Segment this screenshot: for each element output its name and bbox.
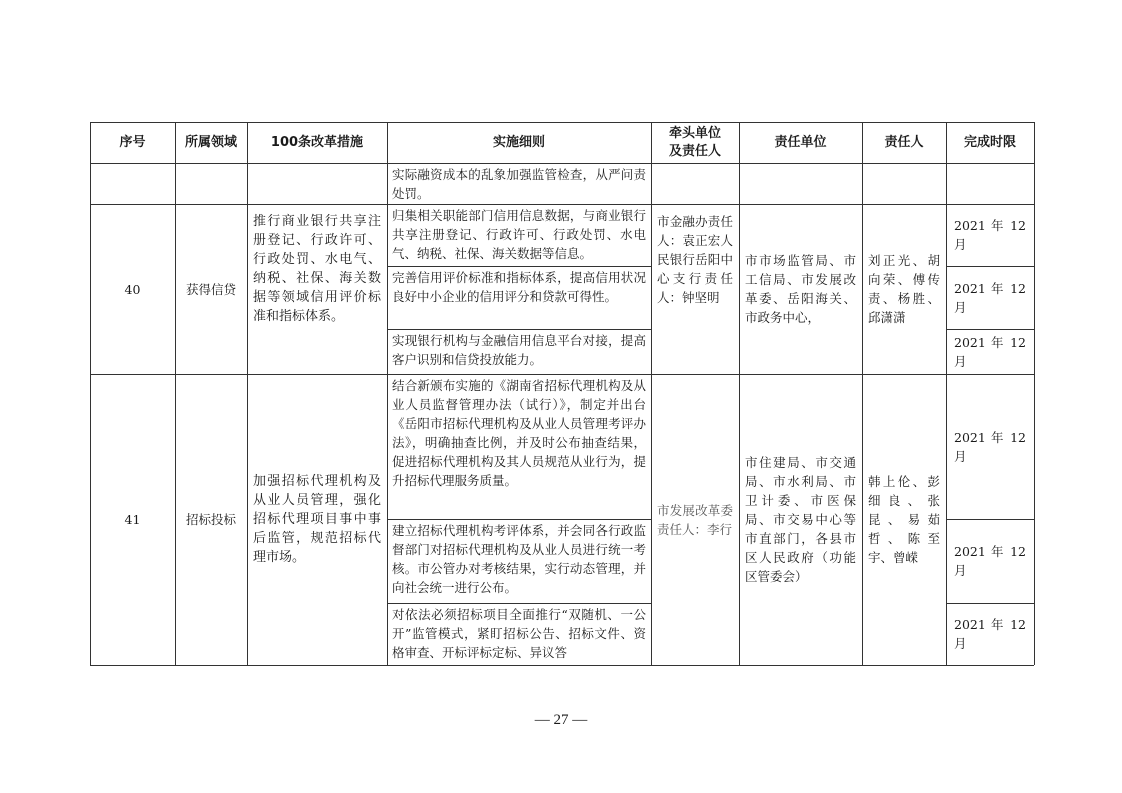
row-number: 41 — [124, 512, 141, 527]
row-lead-unit: 市金融办责任人：袁正宏人民银行岳阳中心支行责任人：钟坚明 — [657, 214, 733, 305]
row-field: 获得信贷 — [185, 281, 236, 297]
row-measure: 推行商业银行共享注册登记、行政许可、行政处罚、水电气、纳税、社保、海关数据等领域信用评价标准和指标体系。 — [253, 214, 381, 324]
page-number: — 27 — — [534, 712, 588, 728]
header-field: 所属领域 — [184, 134, 237, 150]
row-number: 40 — [124, 281, 141, 297]
header-deadline: 完成时限 — [963, 134, 1016, 150]
row-deadline: 2021 年 12 月 — [954, 334, 1026, 369]
table-right-border — [1034, 122, 1035, 665]
row-persons: 刘正光、胡向荣、傅传责、杨胜、邱潇潇 — [868, 253, 940, 325]
row-deadline: 2021 年 12 月 — [954, 429, 1026, 464]
row-deadline: 2021 年 12 月 — [954, 617, 1026, 651]
row-deadline: 2021 年 12 月 — [954, 218, 1026, 252]
header-persons: 责任人 — [884, 134, 924, 150]
row-detail: 对依法必须招标项目全面推行“双随机、一公开”监管模式，紧盯招标公告、招标文件、资格审查、开标评标定标、异议答 — [392, 607, 646, 660]
row-detail: 实现银行机构与金融信用信息平台对接，提高客户识别和信贷投放能力。 — [392, 333, 646, 367]
header-lead-unit: 牵头单位及责任人 — [668, 125, 721, 159]
table-bottom-border — [90, 665, 1034, 666]
header-units: 责任单位 — [774, 134, 827, 150]
row-lead-unit: 市发展改革委责任人：李行 — [657, 502, 733, 537]
header-measure: 100条改革措施 — [270, 134, 364, 150]
row-detail: 完善信用评价标准和指标体系，提高信用状况良好中小企业的信用评分和贷款可得性。 — [392, 270, 646, 304]
row-deadline: 2021 年 12 月 — [954, 544, 1026, 578]
row-measure: 加强招标代理机构及从业人员管理，强化招标代理项目事中事后监管，规范招标代理市场。 — [253, 474, 381, 565]
row-persons: 韩上伦、彭细良、张昆、易茹哲、陈至宇、曾嵘 — [868, 474, 940, 565]
header-details: 实施细则 — [492, 134, 545, 150]
row-deadline: 2021 年 12 月 — [954, 280, 1026, 315]
row-detail: 结合新颁布实施的《湖南省招标代理机构及从业人员监督管理办法（试行）》，制定并出台《岳阳市招标代理机构及从业人员管理考评办法》，明确抽查比例，并及时公布抽查结果，促进招标代理机构及其人员规范从业行为，提升招标代理服务质量。 — [392, 378, 646, 488]
row-detail: 归集相关职能部门信用信息数据，与商业银行共享注册登记、行政许可、行政处罚、水电气、纳税、社保、海关数据等信息。 — [392, 208, 646, 261]
row-detail: 建立招标代理机构考评体系，并会同各行政监督部门对招标代理机构及从业人员进行统一考核。市公管办对考核结果，实行动态管理，并向社会统一进行公布。 — [392, 523, 646, 595]
continued-detail: 实际融资成本的乱象加强监管检查，从严问责处罚。 — [392, 167, 646, 201]
header-no: 序号 — [119, 134, 146, 150]
row-field: 招标投标 — [185, 512, 236, 527]
row-units: 市市场监管局、市工信局、市发展改革委、岳阳海关、市政务中心， — [745, 253, 856, 325]
row-units: 市住建局、市交通局、市水利局、市卫计委、市医保局、市交易中心等市直部门，各县市区人民政府（功能区管委会） — [745, 455, 856, 584]
